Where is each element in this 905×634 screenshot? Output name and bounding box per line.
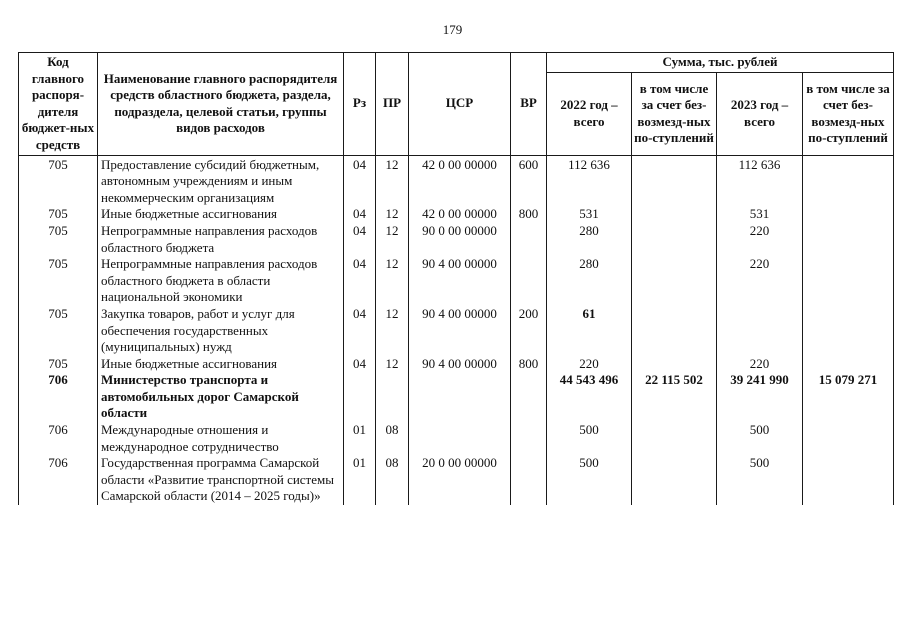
cell-pr: 12 <box>376 206 409 223</box>
cell-2023-total: 220 <box>717 223 803 256</box>
cell-2022-total: 500 <box>547 455 632 505</box>
table-row <box>19 356 894 373</box>
header-2023-grants: в том числе за счет без-возмезд-ных по-ступлений <box>803 73 894 156</box>
header-code: Код главного распоря-дителя бюджет-ных средств <box>19 53 98 156</box>
header-2023-total: 2023 год – всего <box>717 73 803 156</box>
cell-2022-total: 280 <box>547 256 632 306</box>
cell-2023-grants <box>803 356 894 373</box>
cell-csr: 90 4 00 00000 <box>409 306 511 356</box>
table-row <box>19 372 894 422</box>
cell-2022-total: 280 <box>547 223 632 256</box>
header-sum-group: Сумма, тыс. рублей <box>547 53 894 73</box>
cell-rz: 04 <box>344 306 376 356</box>
cell-rz <box>344 372 376 422</box>
cell-2022-total: 112 636 <box>547 155 632 206</box>
cell-code: 705 <box>19 223 98 256</box>
cell-vr <box>511 372 547 422</box>
cell-2023-grants <box>803 223 894 256</box>
cell-csr: 90 0 00 00000 <box>409 223 511 256</box>
cell-code: 705 <box>19 356 98 373</box>
cell-name: Государственная программа Самарской области «Развитие транспортной системы Самарской области (2014 – 2025 годы)» <box>98 455 344 505</box>
cell-2022-grants <box>632 206 717 223</box>
cell-name: Непрограммные направления расходов областного бюджета в области национальной экономики <box>98 256 344 306</box>
cell-rz: 04 <box>344 356 376 373</box>
table-body <box>19 155 894 505</box>
table-row <box>19 206 894 223</box>
cell-rz: 04 <box>344 223 376 256</box>
cell-2023-total <box>717 306 803 356</box>
cell-2023-total: 531 <box>717 206 803 223</box>
cell-2023-total: 220 <box>717 356 803 373</box>
header-pr: ПР <box>376 53 409 156</box>
cell-2022-grants <box>632 356 717 373</box>
header-rz: Рз <box>344 53 376 156</box>
cell-pr: 12 <box>376 306 409 356</box>
table-row <box>19 455 894 505</box>
cell-rz: 04 <box>344 256 376 306</box>
cell-2022-grants: 22 115 502 <box>632 372 717 422</box>
cell-code: 705 <box>19 306 98 356</box>
cell-2022-grants <box>632 256 717 306</box>
cell-2022-total: 44 543 496 <box>547 372 632 422</box>
cell-2023-total: 500 <box>717 422 803 455</box>
cell-csr: 90 4 00 00000 <box>409 256 511 306</box>
cell-pr: 12 <box>376 256 409 306</box>
cell-2022-grants <box>632 223 717 256</box>
cell-rz: 01 <box>344 455 376 505</box>
cell-2023-total: 112 636 <box>717 155 803 206</box>
cell-name: Международные отношения и международное сотрудничество <box>98 422 344 455</box>
cell-pr <box>376 372 409 422</box>
table-row <box>19 422 894 455</box>
cell-pr: 08 <box>376 455 409 505</box>
cell-name: Иные бюджетные ассигнования <box>98 356 344 373</box>
cell-2023-grants <box>803 422 894 455</box>
header-2022-total: 2022 год – всего <box>547 73 632 156</box>
cell-2022-grants <box>632 455 717 505</box>
header-2022-grants: в том числе за счет без-возмезд-ных по-ступлений <box>632 73 717 156</box>
header-vr: ВР <box>511 53 547 156</box>
table-row <box>19 256 894 306</box>
cell-name: Иные бюджетные ассигнования <box>98 206 344 223</box>
cell-vr: 200 <box>511 306 547 356</box>
cell-2023-grants <box>803 155 894 206</box>
header-csr: ЦСР <box>409 53 511 156</box>
cell-csr <box>409 372 511 422</box>
cell-csr: 20 0 00 00000 <box>409 455 511 505</box>
cell-csr <box>409 422 511 455</box>
cell-vr: 800 <box>511 206 547 223</box>
cell-code: 705 <box>19 256 98 306</box>
cell-2022-total: 531 <box>547 206 632 223</box>
cell-vr: 800 <box>511 356 547 373</box>
page-number: 179 <box>442 22 463 37</box>
cell-vr <box>511 223 547 256</box>
cell-pr: 12 <box>376 223 409 256</box>
budget-table <box>18 52 894 505</box>
cell-csr: 42 0 00 00000 <box>409 206 511 223</box>
cell-code: 706 <box>19 372 98 422</box>
cell-2023-grants <box>803 206 894 223</box>
cell-pr: 12 <box>376 155 409 206</box>
cell-pr: 08 <box>376 422 409 455</box>
table-row <box>19 223 894 256</box>
cell-pr: 12 <box>376 356 409 373</box>
cell-csr: 42 0 00 00000 <box>409 155 511 206</box>
cell-name: Закупка товаров, работ и услуг для обеспечения государственных (муниципальных) нужд <box>98 306 344 356</box>
cell-rz: 01 <box>344 422 376 455</box>
table-row <box>19 155 894 206</box>
table-row <box>19 306 894 356</box>
cell-vr: 600 <box>511 155 547 206</box>
cell-2023-grants <box>803 455 894 505</box>
cell-2023-grants: 15 079 271 <box>803 372 894 422</box>
cell-vr <box>511 256 547 306</box>
cell-2022-grants <box>632 422 717 455</box>
cell-2022-total: 220 <box>547 356 632 373</box>
cell-2023-grants <box>803 306 894 356</box>
cell-rz: 04 <box>344 206 376 223</box>
cell-vr <box>511 422 547 455</box>
cell-2023-total: 39 241 990 <box>717 372 803 422</box>
cell-2023-grants <box>803 256 894 306</box>
cell-name: Министерство транспорта и автомобильных дорог Самарской области <box>98 372 344 422</box>
cell-2022-total: 500 <box>547 422 632 455</box>
cell-name: Непрограммные направления расходов областного бюджета <box>98 223 344 256</box>
cell-code: 706 <box>19 422 98 455</box>
cell-2022-grants <box>632 155 717 206</box>
cell-code: 705 <box>19 206 98 223</box>
cell-csr: 90 4 00 00000 <box>409 356 511 373</box>
cell-2023-total: 220 <box>717 256 803 306</box>
cell-code: 705 <box>19 155 98 206</box>
header-name: Наименование главного распорядителя средств областного бюджета, раздела, подраздела, целевой статьи, группы видов расходов <box>98 53 344 156</box>
cell-2022-grants <box>632 306 717 356</box>
cell-name: Предоставление субсидий бюджетным, автономным учреждениям и иным некоммерческим организациям <box>98 155 344 206</box>
cell-code: 706 <box>19 455 98 505</box>
cell-2023-total: 500 <box>717 455 803 505</box>
cell-rz: 04 <box>344 155 376 206</box>
cell-2022-total: 61 <box>547 306 632 356</box>
cell-vr <box>511 455 547 505</box>
